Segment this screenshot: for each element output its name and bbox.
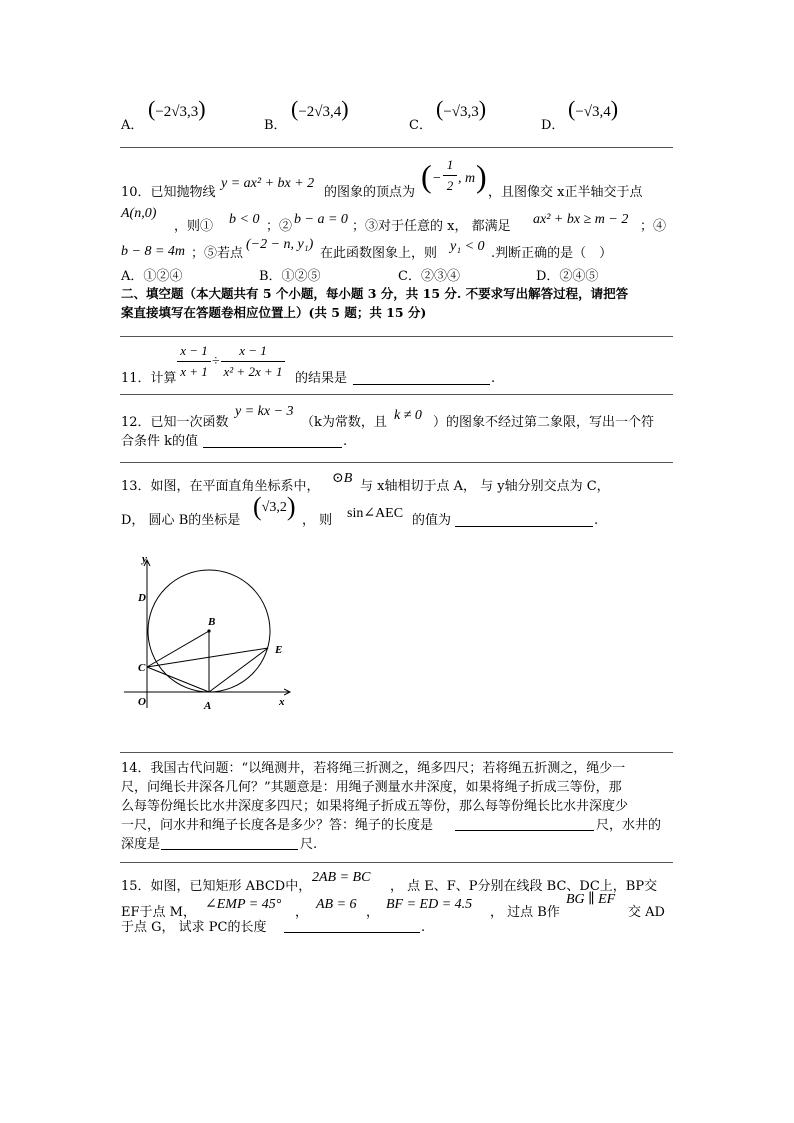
q15-condition-4: BF = ED = 4.5 (386, 897, 473, 912)
q13-text: 与 x轴相切于点 A， 与 y轴分别交点为 C， (360, 479, 610, 494)
q15-text: 交 AD (628, 905, 665, 920)
q10-vertex-m: , m (458, 171, 476, 186)
point-b-dot (207, 629, 210, 632)
q12-text: （k为常数，且 (301, 415, 387, 430)
q9-option-b-value[interactable]: (−2√3,4) (291, 96, 349, 121)
q14-line-1: 14．我国古代问题：“以绳测井，若将绳三折测之，绳多四尺；若将绳五折测之，绳少一 (121, 761, 626, 776)
q10-vertex-fraction: 1 2 (443, 157, 457, 194)
q14-text: 尺，水井的 (596, 818, 662, 833)
q9-option-d-label: D． (541, 118, 565, 133)
q13-circle-b: ⊙B (332, 471, 353, 486)
q10-stmt-1: b < 0 (229, 212, 260, 227)
divider (120, 462, 673, 463)
q12-answer-blank[interactable] (203, 447, 342, 448)
q12-line-2: 合条件 k的值 (121, 434, 199, 449)
q15-prefix: 15．如图，已知矩形 ABCD中， (121, 879, 312, 894)
section-2-line-2: 案直接填写在答题卷相应位置上）(共 5 题；共 15 分) (121, 305, 427, 320)
q10-option-b[interactable]: B．①②⑤ (259, 269, 321, 284)
q14-line-3: 么每等份绳长比水井深度多四尺；如果将绳子折成五等份，那么每等份绳长比水井深度少 (121, 799, 629, 814)
q10-prefix: 10．已知抛物线 (121, 185, 216, 200)
q13-answer-blank[interactable] (455, 526, 593, 527)
label-d: D (138, 592, 146, 604)
q14-text: 尺. (300, 837, 318, 852)
q10-parabola-equation: y = ax² + bx + 2 (221, 176, 315, 191)
q11-divide-sign: ÷ (212, 354, 220, 369)
q12-period: . (343, 434, 348, 449)
label-a: A (204, 700, 212, 712)
q10-stmt-3: ax² + bx ≥ m − 2 (533, 212, 629, 227)
q9-option-c-value[interactable]: (−√3,3) (436, 96, 487, 121)
q14-well-depth-blank[interactable] (161, 849, 298, 850)
q12-equation: y = kx − 3 (235, 404, 294, 419)
q10-tail: ，且图像交 x正半轴交于点 (488, 185, 643, 200)
q10-vertex-left-paren: ( (421, 158, 432, 194)
label-o: O (138, 696, 146, 708)
q10-option-d[interactable]: D．②④⑤ (536, 269, 599, 284)
q9-option-b-label: B． (264, 118, 287, 133)
segment-ae (209, 648, 268, 692)
q9-option-a-value[interactable]: (−2√3,3) (148, 96, 206, 121)
q10-text: ，则① (174, 219, 214, 234)
label-b: B (208, 616, 216, 628)
q14-line-5: 深度是 (121, 837, 161, 852)
q15-condition-3: AB = 6 (316, 897, 357, 912)
q15-line-3: 于点 G， 试求 PC的长度 (121, 920, 267, 935)
q10-stmt-5-condition: y₁ < 0 (450, 239, 485, 254)
q10-text: .判断正确的是（ ） (491, 246, 613, 261)
q11-prefix: 11．计算 (121, 371, 177, 386)
q12-prefix: 12．已知一次函数 (121, 415, 229, 430)
q9-option-c-label: C． (409, 118, 432, 133)
q10-point-a: A(n,0) (121, 206, 157, 221)
divider (120, 147, 673, 148)
q15-answer-blank[interactable] (284, 932, 420, 933)
q13-coordinate: (√3,2) (253, 492, 296, 521)
q10-stmt-2: b − a = 0 (294, 212, 348, 227)
q15-text: ， (295, 905, 309, 920)
q14-line-2: 尺，问绳长井深各几何？”其题意是：用绳子测量水井深度，如果将绳子折成三等份，那 (121, 780, 622, 795)
q13-sin-expression: sin∠AEC (347, 506, 404, 521)
segment-cb (147, 631, 209, 667)
divider (120, 862, 673, 863)
section-2-line-1: 二、填空题（本大题共有 5 个小题，每小题 3 分，共 15 分. 不要求写出解答过程，请把答 (121, 286, 629, 301)
q15-condition-2: ∠EMP = 45° (205, 897, 282, 912)
q15-text: ， 点 E、F、P分别在线段 BC、DC上，BP交 (390, 879, 658, 894)
q13-prefix: 13．如图，在平面直角坐标系中， (121, 479, 320, 494)
label-c: C (138, 662, 146, 674)
q14-rope-length-blank[interactable] (455, 830, 594, 831)
q13-figure (118, 548, 298, 718)
q9-option-d-value[interactable]: (−√3,4) (568, 96, 619, 121)
q10-text: ；③对于任意的 x， 都满足 (352, 219, 511, 234)
q11-fraction-1: x − 1 x + 1 (177, 343, 211, 380)
label-y: y (142, 553, 147, 565)
q10-text: ；⑤若点 (191, 246, 244, 261)
q13-period: . (594, 513, 599, 528)
q11-suffix: 的结果是 (295, 371, 348, 386)
q10-text: 在此函数图象上，则 (320, 246, 438, 261)
q10-option-c[interactable]: C．②③④ (398, 269, 460, 284)
q13-text: ， 则 (302, 513, 333, 528)
q12-condition: k ≠ 0 (394, 408, 422, 423)
q11-fraction-2: x − 1 x² + 2x + 1 (221, 343, 285, 380)
divider (120, 336, 673, 337)
q10-text: ；④ (640, 219, 667, 234)
label-e: E (275, 644, 283, 656)
divider (120, 394, 673, 395)
divider (120, 752, 673, 753)
q15-text: ， 过点 B作 (490, 905, 560, 920)
q14-line-4: 一尺，问水井和绳子长度各是多少？答：绳子的长度是 (121, 818, 434, 833)
q15-line-2: EF于点 M， (121, 905, 196, 920)
label-x: x (279, 696, 285, 708)
q15-condition-1: 2AB = BC (312, 870, 371, 885)
q15-condition-5: BG ∥ EF (566, 892, 616, 907)
q13-line-2: D， 圆心 B的坐标是 (121, 513, 241, 528)
q10-vertex-minus: − (433, 171, 441, 186)
q11-period: . (491, 371, 496, 386)
segment-ce (147, 648, 268, 667)
q9-option-a-label: A． (121, 118, 144, 133)
q10-option-a[interactable]: A．①②④ (121, 269, 183, 284)
q10-text: ；② (266, 219, 293, 234)
q12-text: ）的图象不经过第二象限，写出一个符 (433, 415, 655, 430)
q15-period: . (421, 920, 426, 935)
q10-stmt-4: b − 8 = 4m (121, 244, 186, 259)
q10-stmt-5-point: (−2 − n, y₁) (246, 237, 314, 252)
q15-text: ， (366, 905, 380, 920)
q11-answer-blank[interactable] (353, 384, 490, 385)
q13-text: 的值为 (412, 513, 452, 528)
q10-text: 的图象的顶点为 (324, 185, 416, 200)
q10-vertex-right-paren: ) (476, 158, 487, 194)
segment-ca (147, 667, 209, 692)
